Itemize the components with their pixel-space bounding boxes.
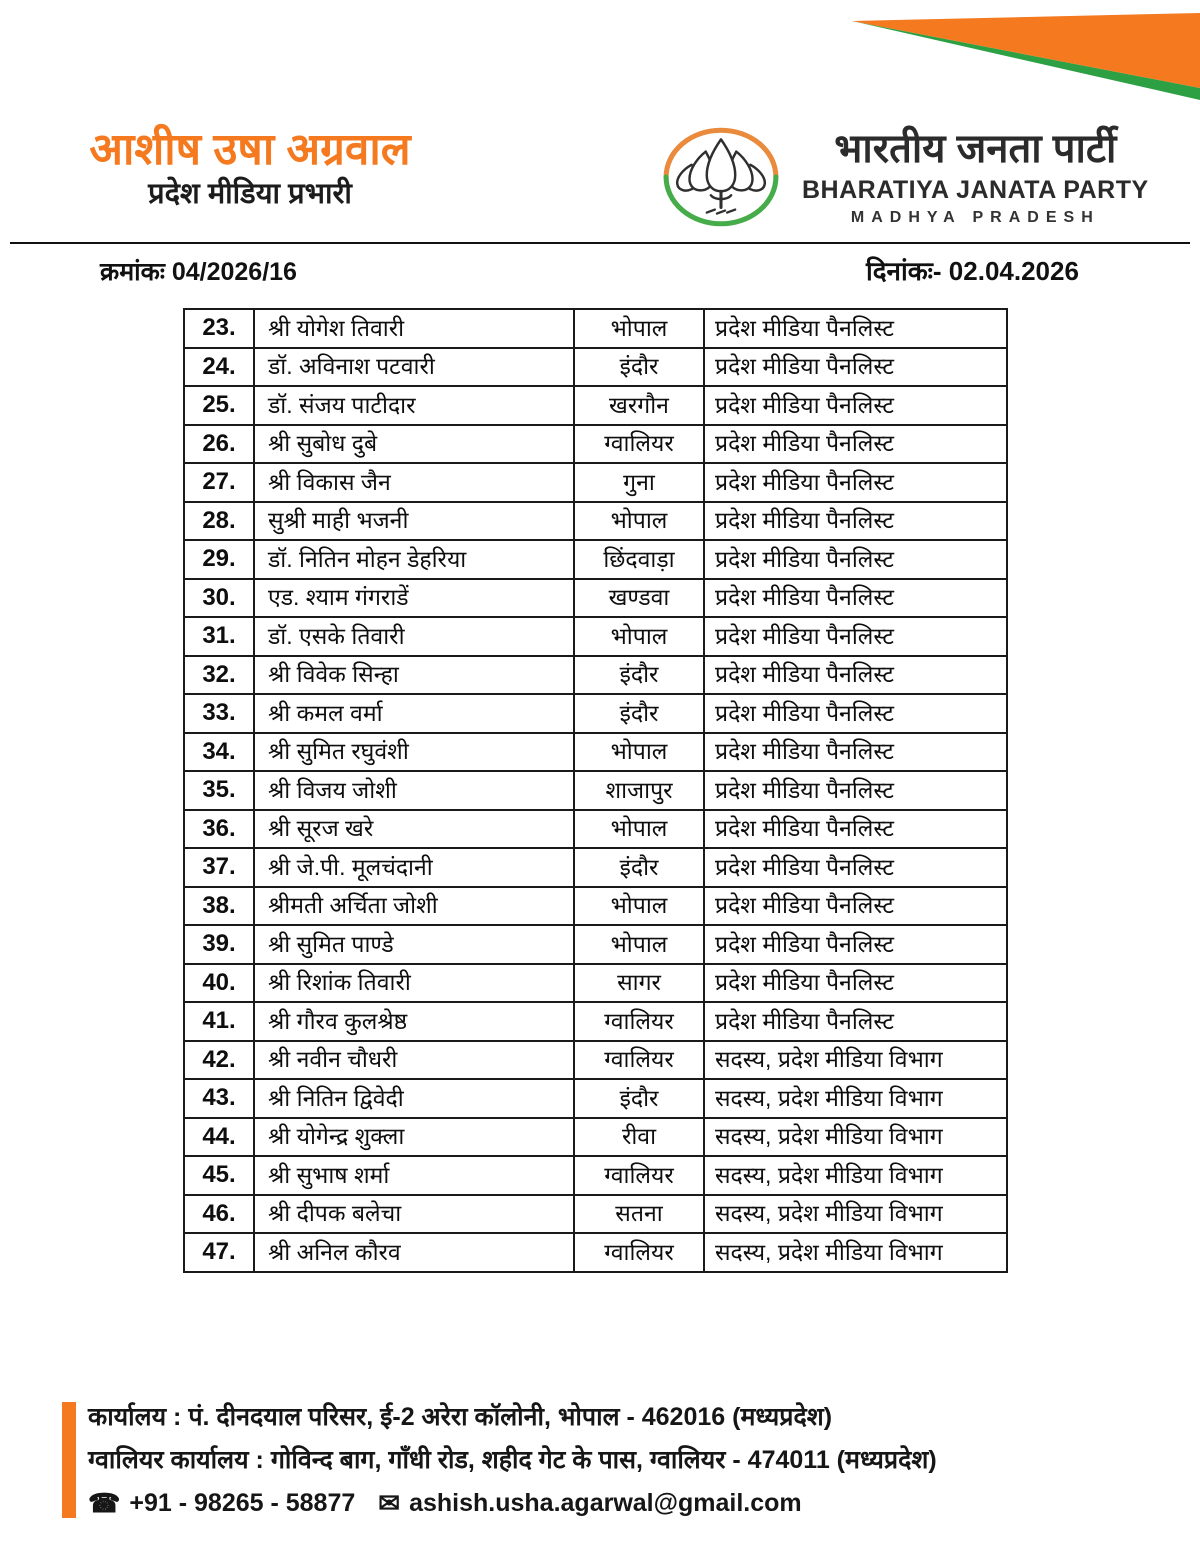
member-designation: प्रदेश मीडिया पैनलिस्ट bbox=[704, 617, 1007, 656]
table-row bbox=[184, 887, 1007, 926]
member-designation: प्रदेश मीडिया पैनलिस्ट bbox=[704, 540, 1007, 579]
member-city: छिंदवाड़ा bbox=[574, 540, 704, 579]
member-designation: प्रदेश मीडिया पैनलिस्ट bbox=[704, 848, 1007, 887]
phone-icon: ☎ bbox=[88, 1488, 121, 1518]
party-brand-block bbox=[660, 124, 1149, 230]
member-designation: सदस्य, प्रदेश मीडिया विभाग bbox=[704, 1118, 1007, 1157]
phone-number: +91 - 98265 - 58877 bbox=[129, 1489, 356, 1517]
member-city: भोपाल bbox=[574, 925, 704, 964]
tricolor-ribbon-decoration bbox=[0, 0, 1200, 110]
row-serial-number: 42. bbox=[184, 1041, 254, 1080]
member-city: रीवा bbox=[574, 1118, 704, 1157]
member-designation: प्रदेश मीडिया पैनलिस्ट bbox=[704, 502, 1007, 541]
member-city: भोपाल bbox=[574, 733, 704, 772]
member-name: श्री विजय जोशी bbox=[254, 771, 574, 810]
row-serial-number: 32. bbox=[184, 656, 254, 695]
table-row bbox=[184, 810, 1007, 849]
row-serial-number: 23. bbox=[184, 309, 254, 348]
member-city: ग्वालियर bbox=[574, 425, 704, 464]
table-row bbox=[184, 925, 1007, 964]
member-name: श्री सुबोध दुबे bbox=[254, 425, 574, 464]
row-serial-number: 39. bbox=[184, 925, 254, 964]
row-serial-number: 38. bbox=[184, 887, 254, 926]
member-designation: प्रदेश मीडिया पैनलिस्ट bbox=[704, 733, 1007, 772]
member-designation: प्रदेश मीडिया पैनलिस्ट bbox=[704, 771, 1007, 810]
member-designation: प्रदेश मीडिया पैनलिस्ट bbox=[704, 309, 1007, 348]
member-name: एड. श्याम गंगराडें bbox=[254, 579, 574, 618]
table-row bbox=[184, 386, 1007, 425]
party-region: MADHYA PRADESH bbox=[850, 208, 1100, 226]
table-row bbox=[184, 733, 1007, 772]
member-designation: प्रदेश मीडिया पैनलिस्ट bbox=[704, 348, 1007, 387]
row-serial-number: 46. bbox=[184, 1195, 254, 1234]
member-name: सुश्री माही भजनी bbox=[254, 502, 574, 541]
table-row bbox=[184, 425, 1007, 464]
member-city: भोपाल bbox=[574, 810, 704, 849]
member-name: श्री अनिल कौरव bbox=[254, 1233, 574, 1272]
table-row bbox=[184, 694, 1007, 733]
member-city: ग्वालियर bbox=[574, 1233, 704, 1272]
member-designation: सदस्य, प्रदेश मीडिया विभाग bbox=[704, 1041, 1007, 1080]
member-name: श्री कमल वर्मा bbox=[254, 694, 574, 733]
member-name: श्री सूरज खरे bbox=[254, 810, 574, 849]
party-name-hindi: भारतीय जनता पार्टी bbox=[834, 126, 1117, 171]
table-row bbox=[184, 348, 1007, 387]
member-name: श्री नवीन चौधरी bbox=[254, 1041, 574, 1080]
table-row bbox=[184, 579, 1007, 618]
member-city: शाजापुर bbox=[574, 771, 704, 810]
member-city: ग्वालियर bbox=[574, 1041, 704, 1080]
table-row bbox=[184, 964, 1007, 1003]
member-city: भोपाल bbox=[574, 617, 704, 656]
member-designation: प्रदेश मीडिया पैनलिस्ट bbox=[704, 694, 1007, 733]
reference-number: क्रमांकः 04/2026/16 bbox=[100, 258, 297, 286]
party-name-english: BHARATIYA JANATA PARTY bbox=[802, 175, 1149, 204]
table-row bbox=[184, 656, 1007, 695]
row-serial-number: 33. bbox=[184, 694, 254, 733]
office-address-gwalior: ग्वालियर कार्यालय : गोविन्द बाग, गाँधी रोड, शहीद गेट के पास, ग्वालियर - 474011 (मध्यप्रदेश) bbox=[88, 1446, 937, 1474]
row-serial-number: 37. bbox=[184, 848, 254, 887]
party-name-block bbox=[802, 126, 1149, 226]
member-name: श्री विकास जैन bbox=[254, 463, 574, 502]
row-serial-number: 41. bbox=[184, 1002, 254, 1041]
member-city: ग्वालियर bbox=[574, 1002, 704, 1041]
member-name: श्री नितिन द्विवेदी bbox=[254, 1079, 574, 1118]
member-city: भोपाल bbox=[574, 502, 704, 541]
table-row bbox=[184, 1002, 1007, 1041]
author-title: प्रदेश मीडिया प्रभारी bbox=[148, 178, 352, 210]
row-serial-number: 40. bbox=[184, 964, 254, 1003]
member-name: श्री सुमित पाण्डे bbox=[254, 925, 574, 964]
member-name: श्री विवेक सिन्हा bbox=[254, 656, 574, 695]
row-serial-number: 47. bbox=[184, 1233, 254, 1272]
document-date: दिनांकः- 02.04.2026 bbox=[866, 256, 1079, 286]
author-name: आशीष उषा अग्रवाल bbox=[89, 125, 411, 174]
letterhead-author-block bbox=[78, 125, 422, 210]
member-designation: प्रदेश मीडिया पैनलिस्ट bbox=[704, 887, 1007, 926]
table-row bbox=[184, 1041, 1007, 1080]
row-serial-number: 31. bbox=[184, 617, 254, 656]
member-name: श्री योगेन्द्र शुक्ला bbox=[254, 1118, 574, 1157]
member-city: इंदौर bbox=[574, 656, 704, 695]
row-serial-number: 44. bbox=[184, 1118, 254, 1157]
table-row bbox=[184, 617, 1007, 656]
member-designation: प्रदेश मीडिया पैनलिस्ट bbox=[704, 656, 1007, 695]
member-designation: प्रदेश मीडिया पैनलिस्ट bbox=[704, 925, 1007, 964]
panelist-table-body bbox=[184, 309, 1007, 1272]
member-name: श्री गौरव कुलश्रेष्ठ bbox=[254, 1002, 574, 1041]
member-designation: प्रदेश मीडिया पैनलिस्ट bbox=[704, 810, 1007, 849]
member-city: इंदौर bbox=[574, 694, 704, 733]
member-designation: प्रदेश मीडिया पैनलिस्ट bbox=[704, 386, 1007, 425]
member-name: डॉ. एसके तिवारी bbox=[254, 617, 574, 656]
row-serial-number: 24. bbox=[184, 348, 254, 387]
member-name: श्री जे.पी. मूलचंदानी bbox=[254, 848, 574, 887]
member-city: सागर bbox=[574, 964, 704, 1003]
row-serial-number: 43. bbox=[184, 1079, 254, 1118]
bjp-lotus-logo-icon bbox=[660, 124, 782, 230]
table-row bbox=[184, 1195, 1007, 1234]
table-row bbox=[184, 309, 1007, 348]
member-name: श्री रिशांक तिवारी bbox=[254, 964, 574, 1003]
footer-contact-line bbox=[88, 1488, 1128, 1518]
table-row bbox=[184, 463, 1007, 502]
row-serial-number: 34. bbox=[184, 733, 254, 772]
member-city: खण्डवा bbox=[574, 579, 704, 618]
member-designation: प्रदेश मीडिया पैनलिस्ट bbox=[704, 579, 1007, 618]
row-serial-number: 26. bbox=[184, 425, 254, 464]
member-city: गुना bbox=[574, 463, 704, 502]
member-name: श्री सुमित रघुवंशी bbox=[254, 733, 574, 772]
member-designation: सदस्य, प्रदेश मीडिया विभाग bbox=[704, 1195, 1007, 1234]
email-address: ashish.usha.agarwal@gmail.com bbox=[409, 1489, 802, 1517]
office-address-bhopal: कार्यालय : पं. दीनदयाल परिसर, ई-2 अरेरा कॉलोनी, भोपाल - 462016 (मध्यप्रदेश) bbox=[88, 1403, 833, 1431]
member-name: डॉ. अविनाश पटवारी bbox=[254, 348, 574, 387]
email-icon: ✉ bbox=[378, 1488, 401, 1518]
table-row bbox=[184, 1156, 1007, 1195]
row-serial-number: 36. bbox=[184, 810, 254, 849]
media-panelist-table bbox=[183, 308, 1008, 1273]
table-row bbox=[184, 502, 1007, 541]
member-name: श्री सुभाष शर्मा bbox=[254, 1156, 574, 1195]
row-serial-number: 30. bbox=[184, 579, 254, 618]
row-serial-number: 25. bbox=[184, 386, 254, 425]
member-city: भोपाल bbox=[574, 887, 704, 926]
member-city: इंदौर bbox=[574, 348, 704, 387]
member-city: भोपाल bbox=[574, 309, 704, 348]
member-city: इंदौर bbox=[574, 848, 704, 887]
member-name: श्री दीपक बलेचा bbox=[254, 1195, 574, 1234]
member-designation: प्रदेश मीडिया पैनलिस्ट bbox=[704, 425, 1007, 464]
header-divider bbox=[10, 242, 1190, 244]
member-designation: प्रदेश मीडिया पैनलिस्ट bbox=[704, 964, 1007, 1003]
row-serial-number: 29. bbox=[184, 540, 254, 579]
table-row bbox=[184, 1118, 1007, 1157]
member-designation: सदस्य, प्रदेश मीडिया विभाग bbox=[704, 1079, 1007, 1118]
table-row bbox=[184, 1233, 1007, 1272]
footer-accent-bar bbox=[62, 1402, 76, 1518]
table-row bbox=[184, 771, 1007, 810]
row-serial-number: 45. bbox=[184, 1156, 254, 1195]
row-serial-number: 28. bbox=[184, 502, 254, 541]
table-row bbox=[184, 1079, 1007, 1118]
table-row bbox=[184, 848, 1007, 887]
footer-contact-block bbox=[88, 1402, 1128, 1518]
member-name: डॉ. नितिन मोहन डेहरिया bbox=[254, 540, 574, 579]
member-name: श्रीमती अर्चिता जोशी bbox=[254, 887, 574, 926]
member-designation: सदस्य, प्रदेश मीडिया विभाग bbox=[704, 1156, 1007, 1195]
member-city: ग्वालियर bbox=[574, 1156, 704, 1195]
table-row bbox=[184, 540, 1007, 579]
member-designation: प्रदेश मीडिया पैनलिस्ट bbox=[704, 1002, 1007, 1041]
member-city: इंदौर bbox=[574, 1079, 704, 1118]
member-designation: प्रदेश मीडिया पैनलिस्ट bbox=[704, 463, 1007, 502]
member-city: खरगौन bbox=[574, 386, 704, 425]
row-serial-number: 35. bbox=[184, 771, 254, 810]
member-name: श्री योगेश तिवारी bbox=[254, 309, 574, 348]
member-designation: सदस्य, प्रदेश मीडिया विभाग bbox=[704, 1233, 1007, 1272]
member-city: सतना bbox=[574, 1195, 704, 1234]
member-name: डॉ. संजय पाटीदार bbox=[254, 386, 574, 425]
row-serial-number: 27. bbox=[184, 463, 254, 502]
